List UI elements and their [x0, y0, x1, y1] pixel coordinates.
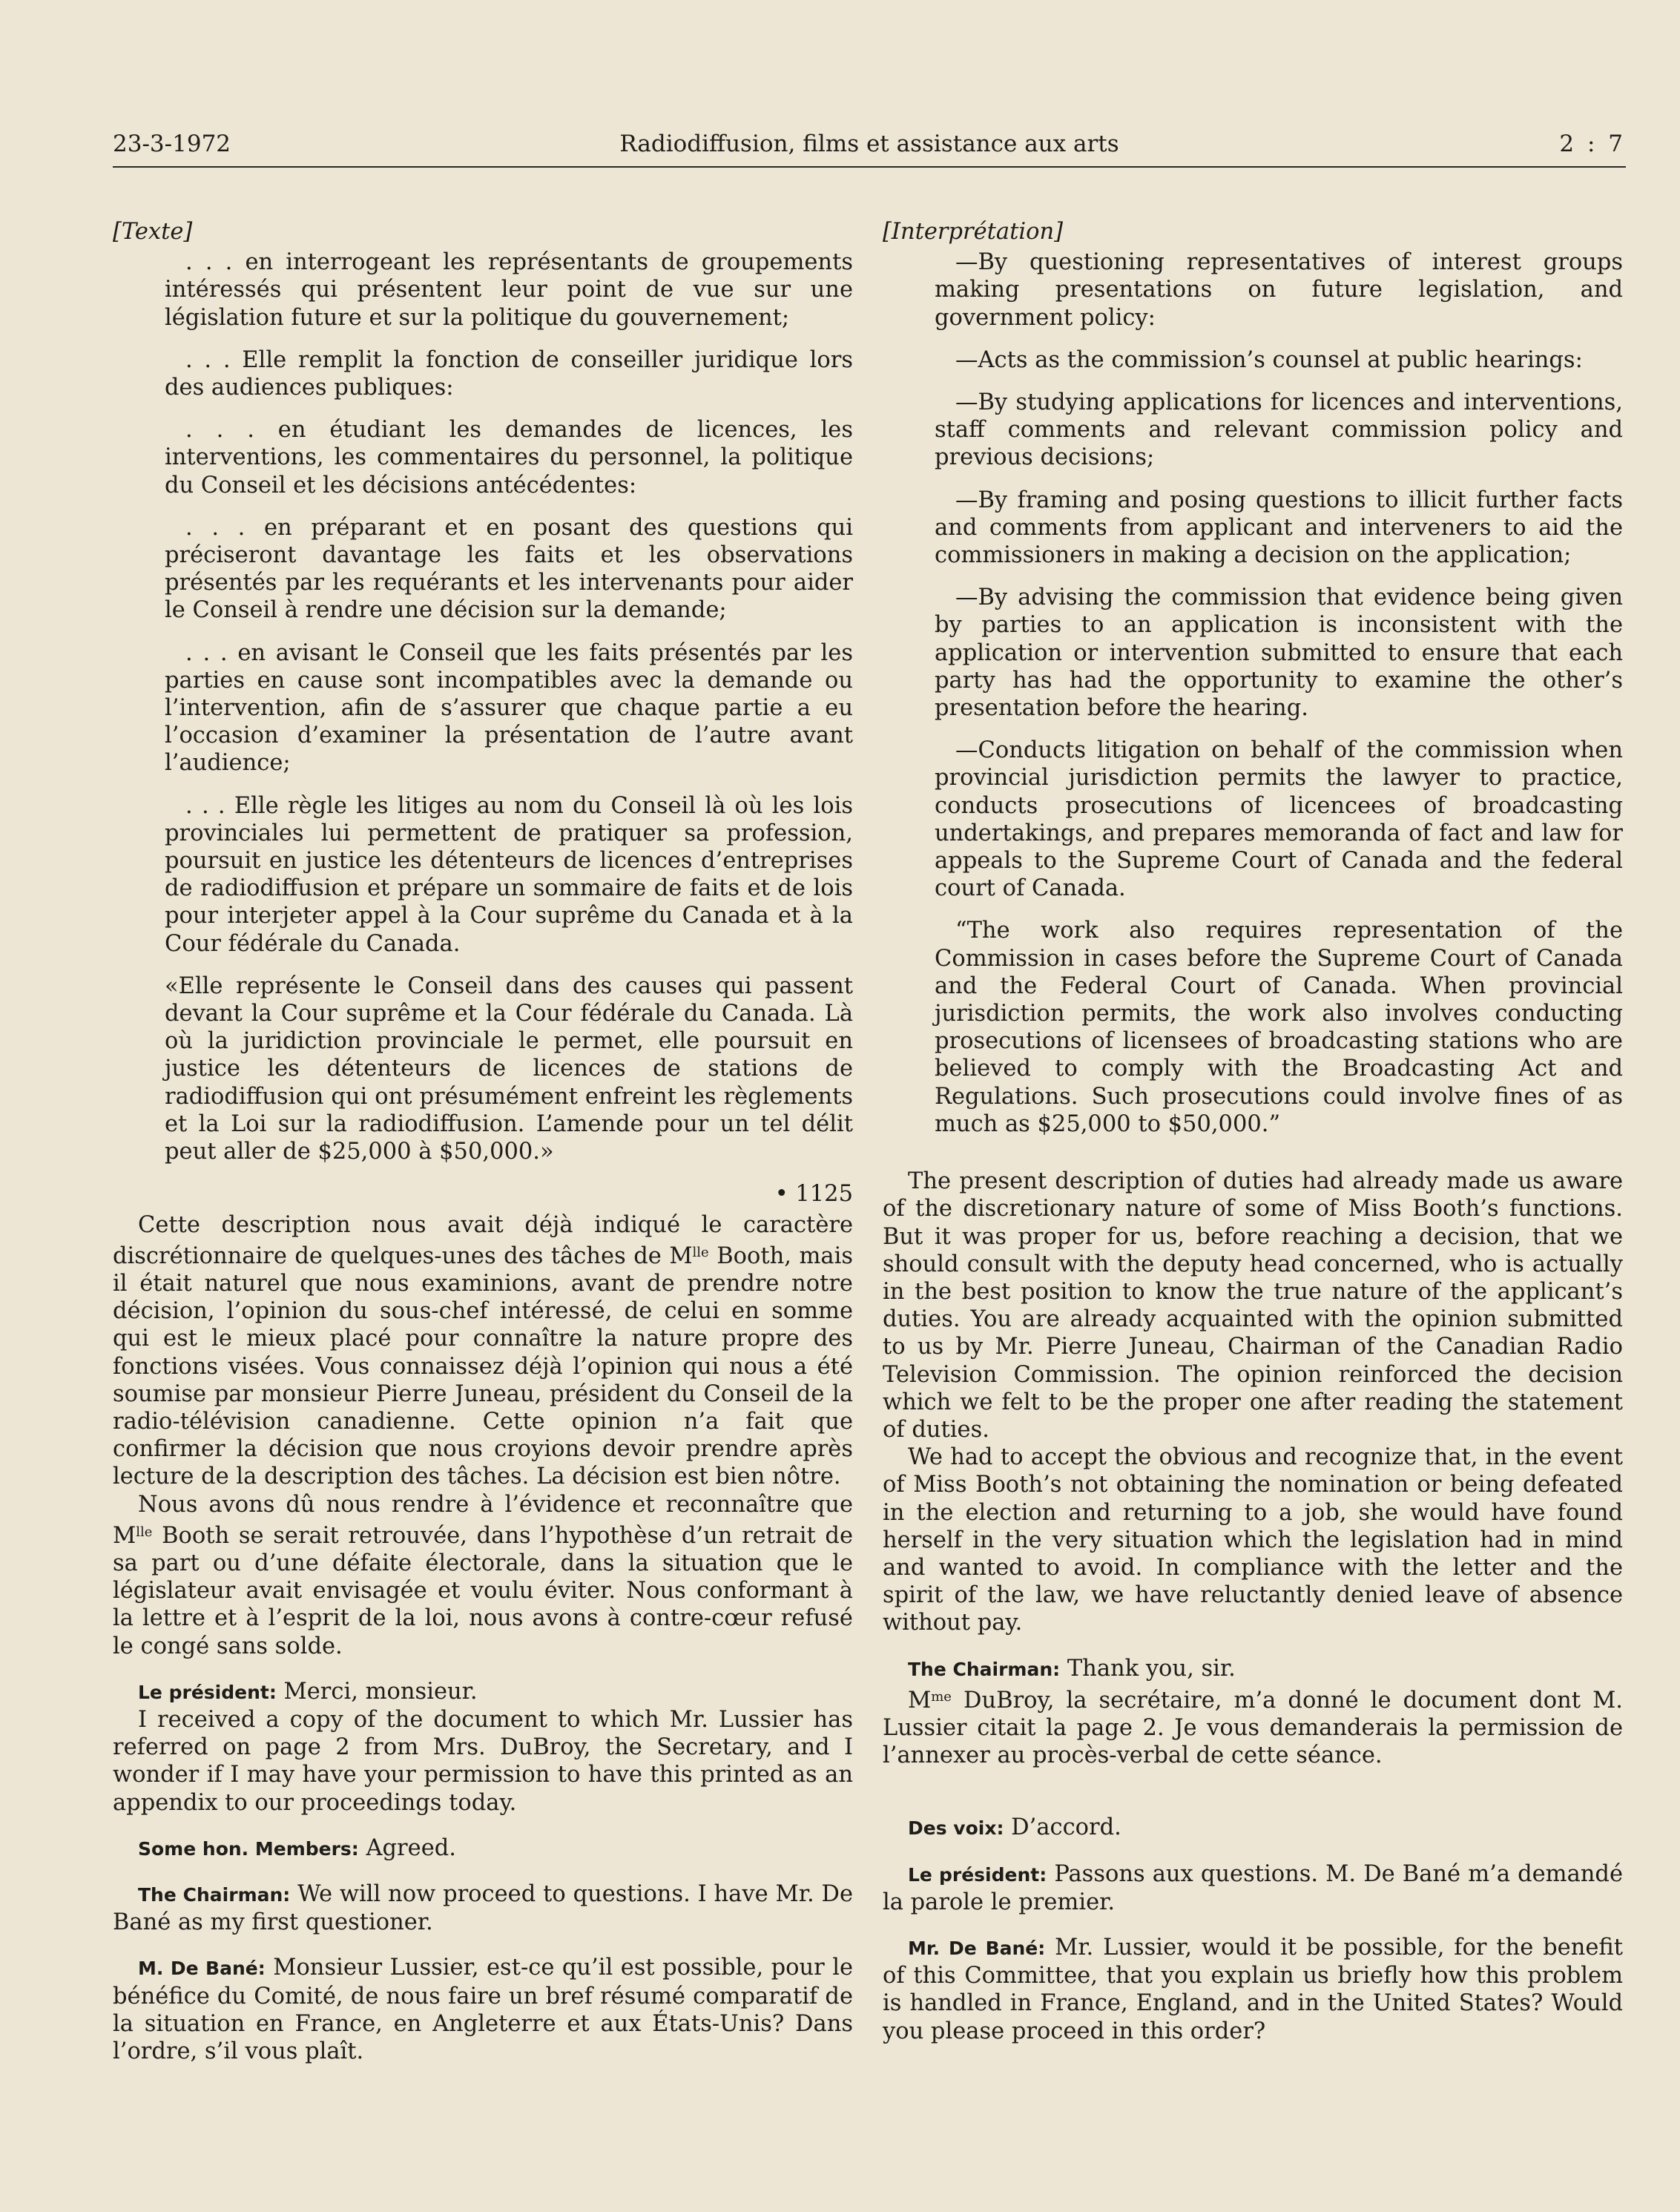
speaker-turn: Des voix: D’accord.	[908, 1814, 1121, 1841]
speaker-turn: Some hon. Members: Agreed.	[138, 1834, 456, 1861]
header-title: Radiodiffusion, films et assistance aux arts	[619, 131, 1119, 157]
body-paragraph: Cette description nous avait déjà indiqué le caractère discrétionnaire de quelques-unes des tâches de $M^{lle}$ Booth, mais il était naturel que nous examinions, avant de prendre notre décision, l’opinion du sous-chef intéressé, de celui en somme qui est le mieux placé pour connaître la nature propre des fonctions visées. Vous connaissez déjà l’opinion qui nous a été soumise par monsieur Pierre Juneau, président du Conseil de la radio-télévision canadienne. Cette opinion n’a fait que confirmer la décision que nous croyions devoir prendre après lecture de la description des tâches. La décision est bien nôtre.	[113, 1211, 853, 1490]
body-paragraph: The present description of duties had already made us aware of the discretionary nature of some of Miss Booth’s functions. But it was proper for us, before reaching a decision, that we should consult with the deputy head concerned, who is actually in the best position to know the true nature of the applicant’s duties. You are already acquainted with the opinion submitted to us by Mr. Pierre Juneau, Chairman of the Canadian Radio Television Commission. The opinion reinforced the decision which we felt to be the proper one after reading the statement of duties.	[883, 1168, 1623, 1443]
speaker-name: M. De Bané:	[138, 1958, 266, 1980]
speaker-name: Mr. De Bané:	[908, 1937, 1046, 1959]
header-page-number: 2 : 7	[1559, 131, 1626, 157]
speaker-name: Le président:	[138, 1681, 277, 1703]
body-paragraph: We had to accept the obvious and recognize that, in the event of Miss Booth’s not obtaining the nomination or being defeated in the election and returning to a job, she would have found herself in the very situation which the legislation had in mind and wanted to avoid. In compliance with the letter and the spirit of the law, we have reluctantly denied leave of absence without pay.	[883, 1444, 1623, 1636]
section-label-texte: [Texte]	[113, 219, 193, 245]
quote-item: . . . en préparant et en posant des questions qui préciseront davantage les faits et les observations présentés par les requérants et les intervenants pour aider le Conseil à rendre une décision sur la demande;	[165, 514, 853, 624]
speaker-turn: M. De Bané: Monsieur Lussier, est-ce qu’il est possible, pour le bénéfice du Comité, de nous faire un bref résumé comparatif de la situation en France, en Angleterre et aux États-Unis? Dans l’ordre, s’il vous plaît.	[113, 1955, 853, 2064]
quote-item: —By studying applications for licences and interventions, staff comments and relevant commission policy and previous decisions;	[935, 389, 1623, 471]
speaker-turn: Mr. De Bané: Mr. Lussier, would it be possible, for the benefit of this Committee, that you explain us briefly how this problem is handled in France, England, and in the United States? Would you please proceed in this order?	[883, 1934, 1623, 2044]
section-label-interpretation: [Interprétation]	[883, 219, 1063, 245]
quote-item: . . . Elle remplit la fonction de conseiller juridique lors des audiences publiques:	[165, 346, 853, 401]
speaker-turn: The Chairman: We will now proceed to questions. I have Mr. De Bané as my first questioner.	[113, 1880, 854, 1936]
speaker-turn: The Chairman: Thank you, sir.	[908, 1655, 1236, 1682]
body-paragraph: I received a copy of the document to which Mr. Lussier has referred on page 2 from Mrs. DuBroy, the Secretary, and I wonder if I may have your permission to have this printed as an appendix to our proceedings today.	[113, 1706, 853, 1816]
quote-item: . . . en interrogeant les représentants de groupements intéressés qui présentent leur point de vue sur une législation future et sur la politique du gouvernement;	[165, 249, 853, 331]
body-paragraph: Nous avons dû nous rendre à l’évidence et reconnaître que $M^{lle}$ Booth se serait retrouvée, dans l’hypothèse d’un retrait de sa part ou d’une défaite électorale, dans la situation que le législateur avait envisagée et voulu éviter. Nous conformant à la lettre et à l’esprit de la loi, nous avons à contre-cœur refusé le congé sans solde.	[113, 1491, 853, 1659]
quote-item: —Conducts litigation on behalf of the commission when provincial jurisdiction permits the lawyer to practice, conducts prosecutions of licencees of broadcasting undertakings, and prepares memoranda of fact and law for appeals to the Supreme Court of Canada and the federal court of Canada.	[935, 737, 1623, 902]
speaker-name: Des voix:	[908, 1817, 1004, 1840]
quote-item: —By advising the commission that evidence being given by parties to an application is inconsistent with the application or intervention submitted to ensure that each party has had the opportunity to examine the other’s presentation before the hearing.	[935, 585, 1623, 722]
speaker-name: The Chairman:	[908, 1658, 1061, 1680]
quote-closing: “The work also requires representation of the Commission in cases before the Supreme Court of Canada and the Federal Court of Canada. When provincial jurisdiction permits, the work also involves conducting prosecutions of licensees of broadcasting stations who are believed to comply with the Broadcasting Act and Regulations. Such prosecutions could involve fines of as much as $25,000 to $50,000.”	[935, 918, 1623, 1137]
body-paragraph: $M^{me}$ DuBroy, la secrétaire, m’a donné le document dont M. Lussier citait la page 2. Je vous demanderais la permission de l’annexer au procès-verbal de cette séance.	[883, 1687, 1623, 1769]
quote-item: . . . en avisant le Conseil que les faits présentés par les parties en cause sont incompatibles avec la demande ou l’intervention, afin de s’assurer que chaque partie a eu l’occasion d’examiner la présentation de l’autre avant l’audience;	[165, 639, 853, 777]
speaker-name: The Chairman:	[138, 1883, 291, 1906]
quote-item: —By questioning representatives of interest groups making presentations on future legislation, and government policy:	[935, 249, 1623, 331]
quote-item: . . . en étudiant les demandes de licences, les interventions, les commentaires du personnel, la politique du Conseil et les décisions antécédentes:	[165, 417, 853, 498]
quote-closing: «Elle représente le Conseil dans des causes qui passent devant la Cour suprême et la Cour fédérale du Canada. Là où la juridiction provinciale le permet, elle poursuit en justice les détenteurs de licences de stations de radiodiffusion qui ont présumément enfreint les règlements et la Loi sur la radiodiffusion. L’amende pour un tel délit peut aller de $25,000 à $50,000.»	[165, 972, 853, 1165]
quote-item: . . . Elle règle les litiges au nom du Conseil là où les lois provinciales lui permettent de pratiquer sa profession, poursuit en justice les détenteurs de licences d’entreprises de radiodiffusion et prépare un sommaire de faits et de lois pour interjeter appel à la Cour suprême du Canada et à la Cour fédérale du Canada.	[165, 792, 853, 957]
right-column	[883, 218, 1623, 2045]
speaker-name: Some hon. Members:	[138, 1837, 359, 1860]
speaker-turn: Le président: Passons aux questions. M. De Bané m’a demandé la parole le premier.	[883, 1860, 1623, 1915]
left-column	[113, 218, 853, 2065]
quote-item: —Acts as the commission’s counsel at public hearings:	[955, 346, 1583, 373]
speaker-name: Le président:	[908, 1863, 1047, 1886]
speaker-turn: Le président: Merci, monsieur.	[138, 1678, 478, 1705]
quote-item: —By framing and posing questions to illicit further facts and comments from applicant and interveners to aid the commissioners in making a decision on the application;	[935, 487, 1623, 569]
time-marker: • 1125	[774, 1181, 853, 1208]
header-date: 23-3-1972	[113, 131, 231, 157]
page-header	[113, 128, 1626, 168]
